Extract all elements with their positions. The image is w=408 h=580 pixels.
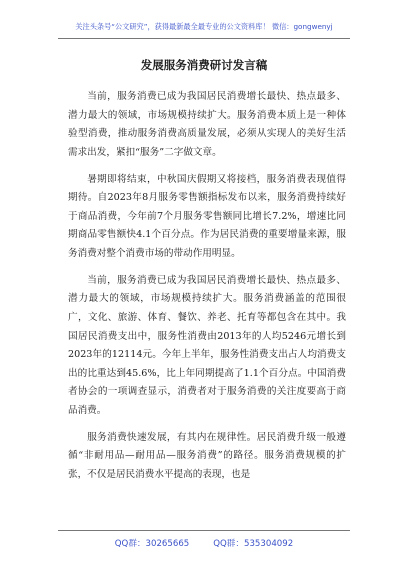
paragraph-1: 当前，服务消费已成为我国居民消费增长最快、热点最多、潜力最大的领域，市场规模持续扩大。服务消费本质上是一种体验型消费，推动服务消费高质量发展，必须从实现人的美好生活需求出发，紧扣“服务”二字做文章。	[68, 91, 346, 158]
footer-qq-group-1: QQ群：30265665	[114, 539, 190, 549]
paragraph-4: 服务消费快速发展，有其内在规律性。居民消费升级一般遵循“非耐用品—耐用品—服务消费”的路径。服务消费规模的扩张，不仅是居民消费水平提高的表现，也是	[68, 431, 346, 480]
document-title: 发展服务消费研讨发言稿	[140, 58, 268, 72]
footer-qq-group-2: QQ群：535304092	[213, 539, 294, 549]
document-body	[68, 88, 346, 493]
footer-divider	[58, 530, 350, 531]
paragraph-3: 当前，服务消费已成为我国居民消费增长最快、热点最多、潜力最大的领域，市场规模持续扩大。服务消费涵盖的范围很广，文化、旅游、体育、餐饮、养老、托育等都包含在其中。我国居民消费支出中，服务性消费由2013年的人均5246元增长到2023年的12114元。今年上半年，服务性消费支出占人均消费支出的比重达到45.6%，比上年同期提高了1.1个百分点。中国消费者协会的一项调查显示，消费者对于服务消费的关注度要高于商品消费。	[68, 274, 346, 416]
header-note: 关注头条号“公文研究”，获得最新最全最专业的公文资料库！ 微信：gongwenyj	[75, 22, 333, 31]
header-divider	[58, 38, 350, 39]
paragraph-2: 暑期即将结束，中秋国庆假期又将接档，服务消费表现值得期待。自2023年8月服务零售额指标发布以来，服务消费持续好于商品消费，今年前7个月服务零售额同比增长7.2%，增速比同期商品零售额快4.1个百分点。作为居民消费的重要增量来源，服务消费对整个消费市场的带动作用明显。	[68, 173, 346, 259]
page-footer	[0, 537, 408, 549]
